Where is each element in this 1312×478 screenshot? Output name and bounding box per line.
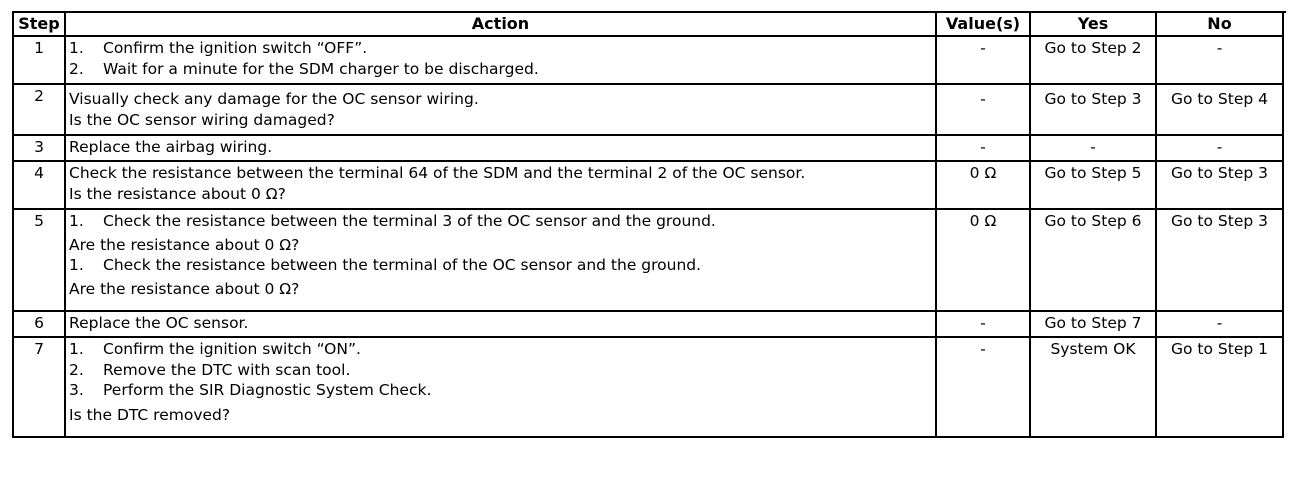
row-1-yes: Go to Step 2 xyxy=(1031,37,1157,85)
row-7-value: - xyxy=(937,338,1031,438)
action-line: Replace the airbag wiring. xyxy=(69,138,273,156)
header-step: Step xyxy=(14,13,66,37)
diagnostic-table xyxy=(12,11,1286,438)
row-3-step: 3 xyxy=(14,136,66,162)
row-2-step: 2 xyxy=(14,85,66,136)
action-line: Are the resistance about 0 Ω? xyxy=(69,280,300,298)
action-line: Is the resistance about 0 Ω? xyxy=(69,185,286,203)
row-4-no: Go to Step 3 xyxy=(1157,162,1284,210)
row-5-action xyxy=(66,210,937,312)
row-6-action xyxy=(66,312,937,338)
row-2-yes: Go to Step 3 xyxy=(1031,85,1157,136)
action-line: 1. Confirm the ignition switch “OFF”. xyxy=(69,39,368,57)
row-6-no: - xyxy=(1157,312,1284,338)
row-7-no: Go to Step 1 xyxy=(1157,338,1284,438)
row-7-action xyxy=(66,338,937,438)
action-line: Check the resistance between the terminal 64 of the SDM and the terminal 2 of the OC sensor. xyxy=(69,164,806,182)
row-5-no: Go to Step 3 xyxy=(1157,210,1284,312)
row-6-step: 6 xyxy=(14,312,66,338)
row-5-yes: Go to Step 6 xyxy=(1031,210,1157,312)
action-line: Are the resistance about 0 Ω? xyxy=(69,236,300,254)
action-line: Visually check any damage for the OC sensor wiring. xyxy=(69,90,479,108)
action-line: Replace the OC sensor. xyxy=(69,314,249,332)
action-line: 1. Confirm the ignition switch “ON”. xyxy=(69,340,361,358)
row-1-action xyxy=(66,37,937,85)
action-line: 1. Check the resistance between the terminal of the OC sensor and the ground. xyxy=(69,256,702,274)
row-2-value: - xyxy=(937,85,1031,136)
row-3-value: - xyxy=(937,136,1031,162)
row-2-no: Go to Step 4 xyxy=(1157,85,1284,136)
action-line: 2. Remove the DTC with scan tool. xyxy=(69,360,351,379)
action-line: 1. Check the resistance between the terminal 3 of the OC sensor and the ground. xyxy=(69,212,716,230)
row-1-no: - xyxy=(1157,37,1284,85)
row-2-action xyxy=(66,85,937,136)
header-values: Value(s) xyxy=(937,13,1031,37)
row-3-action xyxy=(66,136,937,162)
row-5-step: 5 xyxy=(14,210,66,312)
row-4-step: 4 xyxy=(14,162,66,210)
row-5-value: 0 Ω xyxy=(937,210,1031,312)
header-action: Action xyxy=(66,13,937,37)
row-7-step: 7 xyxy=(14,338,66,438)
row-4-yes: Go to Step 5 xyxy=(1031,162,1157,210)
row-4-action xyxy=(66,162,937,210)
row-1-value: - xyxy=(937,37,1031,85)
action-line: Is the DTC removed? xyxy=(69,405,231,424)
row-3-no: - xyxy=(1157,136,1284,162)
row-1-step: 1 xyxy=(14,37,66,85)
row-6-value: - xyxy=(937,312,1031,338)
header-no: No xyxy=(1157,13,1284,37)
row-7-yes: System OK xyxy=(1031,338,1157,438)
row-6-yes: Go to Step 7 xyxy=(1031,312,1157,338)
header-yes: Yes xyxy=(1031,13,1157,37)
action-line: Is the OC sensor wiring damaged? xyxy=(69,111,335,129)
action-line: 2. Wait for a minute for the SDM charger to be discharged. xyxy=(69,60,539,78)
row-4-value: 0 Ω xyxy=(937,162,1031,210)
row-3-yes: - xyxy=(1031,136,1157,162)
action-line: 3. Perform the SIR Diagnostic System Check. xyxy=(69,381,432,399)
